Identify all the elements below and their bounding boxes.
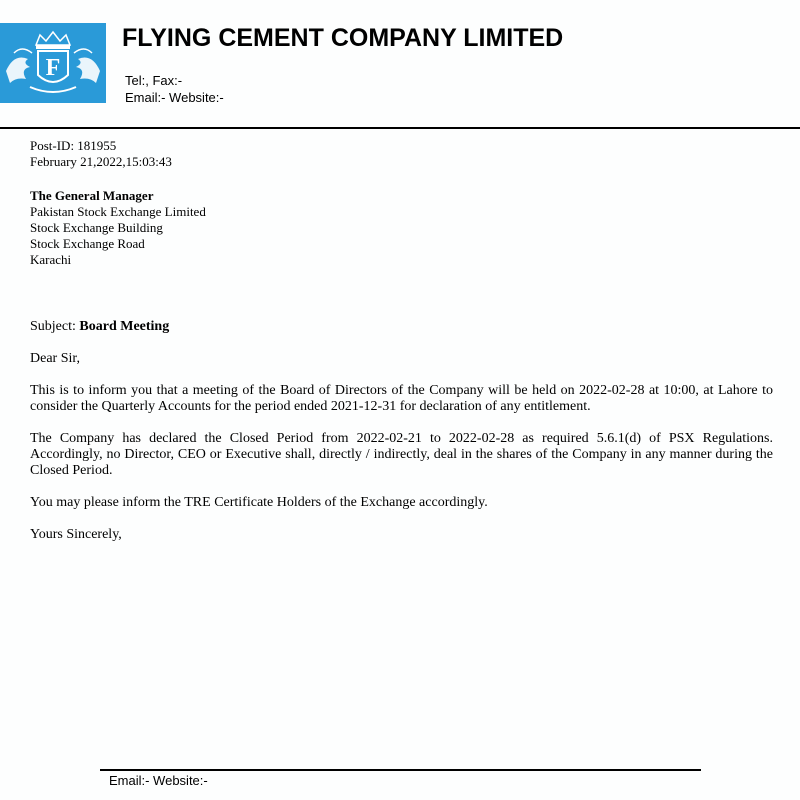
greeting: Dear Sir, — [30, 351, 80, 366]
subject-label: Subject: — [30, 319, 76, 334]
body-paragraph-3: You may please inform the TRE Certificate Holders of the Exchange accordingly. — [30, 495, 488, 510]
footer-divider — [100, 769, 701, 771]
flying-cement-crest-logo-icon — [0, 23, 106, 103]
header-divider — [0, 127, 800, 129]
footer-email-website: Email:- Website:- — [109, 773, 208, 788]
closing: Yours Sincerely, — [30, 527, 122, 542]
company-logo — [0, 23, 106, 103]
addressee-line-3: Stock Exchange Road — [30, 236, 145, 251]
company-name: FLYING CEMENT COMPANY LIMITED — [122, 24, 564, 52]
tel-fax-line: Tel:, Fax:- — [125, 73, 183, 88]
body-paragraph-1: This is to inform you that a meeting of the Board of Directors of the Company will be held on 2022-02-28 at 10:00, at Lahore to consider the Quarterly Accounts for the period ended 2021-12-31 for declaration of any entitlement. — [30, 383, 773, 414]
body-paragraph-2: The Company has declared the Closed Period from 2022-02-21 to 2022-02-28 as required 5.6.1(d) of PSX Regulations. Accordingly, no Director, CEO or Executive shall, directly / indirectly, deal in the shares of the Company in any manner during the Closed Period. — [30, 431, 773, 478]
subject-value: Board Meeting — [79, 319, 170, 334]
addressee-line-1: Pakistan Stock Exchange Limited — [30, 204, 206, 219]
post-datetime: February 21,2022,15:03:43 — [30, 154, 172, 169]
post-id: Post-ID: 181955 — [30, 138, 117, 153]
email-website-line: Email:- Website:- — [125, 90, 224, 105]
logo-letter: F — [45, 55, 61, 81]
addressee-line-2: Stock Exchange Building — [30, 220, 163, 235]
subject-line — [30, 319, 169, 335]
addressee-title: The General Manager — [30, 188, 154, 203]
addressee-line-4: Karachi — [30, 252, 72, 267]
